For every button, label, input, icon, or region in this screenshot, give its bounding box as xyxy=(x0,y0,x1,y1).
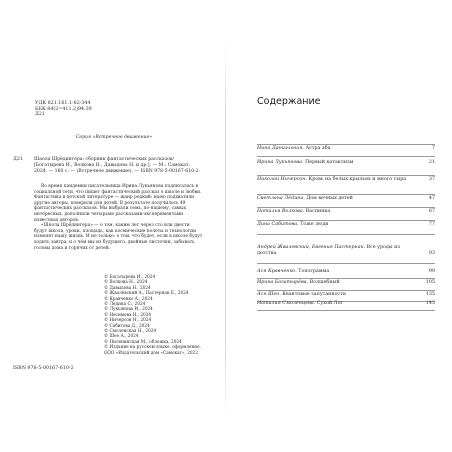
toc-author: Светлана Лёдина. xyxy=(257,196,305,201)
toc-story-title: Сухой Лог xyxy=(316,301,343,306)
toc-author: Ирина Лукьянова. xyxy=(257,160,304,165)
bibliographic-record: Шаола Шрёдингера: сборник фантастических рассказов/ [Богатырева И., Волкова Н., Давыдова Н. и др.]. — М.: Самокат, 2024. — 160 с. — (Встречное движение). — ISBN 978-5-00167-610-2. xyxy=(34,157,200,174)
toc-entry[interactable] xyxy=(257,146,435,152)
toc-story-title: Первый катаклизм xyxy=(305,160,354,165)
toc-author: Наталья Волкова. xyxy=(257,209,305,214)
toc-divider xyxy=(257,263,435,264)
toc-page-number: 99 xyxy=(428,269,435,274)
toc-page-number: 67 xyxy=(428,209,435,214)
toc-entry[interactable] xyxy=(257,245,435,257)
toc-page-number: 21 xyxy=(428,160,435,165)
toc-divider xyxy=(257,220,435,221)
copyright-list xyxy=(104,274,209,355)
bbk-line: ББК 84(2=411.2)94.39 xyxy=(35,106,92,112)
copyright-line: © Издание на русском языке, оформление. xyxy=(104,344,201,350)
isbn: ISBN 978-5-00167-610-2 xyxy=(13,366,74,371)
toc-entry[interactable] xyxy=(257,160,435,166)
toc-story-title: Дом вечных детей xyxy=(306,196,353,201)
toc-author: Николай Ничерсон. xyxy=(257,177,307,182)
toc-page-number: 93 xyxy=(428,251,435,256)
copyright-line: © Давыдова Н., 2024 xyxy=(104,284,151,290)
toc-page-number: 105 xyxy=(425,280,435,285)
annotation-paragraph: Во время пандемии писательница Ирина Лукьянова подписалась в социальной сети, что пишет фантастический рассказ о школе и любви. Фантастика в детской литературе — жанр редкий: идею подхватили другие авторы, поверили для детей. В результате получилось 49 фантастических рассказов. Мы выбрали семь, по-нашему, самых интересных, дополнили четырьмя рассказами-экспериментами известных авторов. xyxy=(34,184,202,223)
toc-author: Ася Кравченко. xyxy=(257,269,297,274)
toc-story-title: Кровь на белых крыльях и много сыра xyxy=(308,177,407,182)
toc-story-title: Тоже люди xyxy=(300,222,329,227)
toc-author: Нина Даниэльная. xyxy=(257,146,304,151)
copyright-line: © Несимова Н., 2024 xyxy=(104,311,152,317)
toc-page-number: 47 xyxy=(428,196,435,201)
toc-divider xyxy=(257,207,435,208)
toc-page-number: 37 xyxy=(428,177,435,182)
annotation-paragraph: «Школа Шрёдингера» — о том, каким лет через сто или двести будут школа, уроки, площадь, как космические полеты и технологии изменят нашу жизнь. И не только: о том, что будет, если в школе будут ходить завтра, и о чём мы из будущего, двойные листочки, забывать головы дома и горячих от детей. xyxy=(34,223,203,251)
toc-page-number: 135 xyxy=(425,292,435,297)
toc-author: Ася Шео. xyxy=(257,292,281,297)
toc-divider xyxy=(257,278,435,279)
toc-divider xyxy=(257,234,435,235)
toc-story-title: Астра аба xyxy=(305,146,331,151)
toc-divider xyxy=(257,290,435,291)
copyright-line: © Ничерсон Н., 2024 xyxy=(104,317,152,323)
toc-author: Андрей Жвалевский, Евгения Пастернак. xyxy=(257,245,365,250)
toc-author: Ирина Богатырёва. xyxy=(257,280,309,285)
udk-line: УДК 821.161.1-82-344 xyxy=(35,101,91,106)
toc-page-number: 77 xyxy=(428,222,435,227)
copyright-line: © Богатырева И., 2024 xyxy=(104,274,156,279)
author-mark: Д21 xyxy=(13,157,24,162)
udk-block xyxy=(35,101,92,118)
copyright-line: © Лукьянова И., 2024 xyxy=(104,306,153,312)
copyright-line: © Смоленская Н., 2024 xyxy=(104,328,157,334)
copyright-line: © Шео А., 2024 xyxy=(104,333,139,339)
series-line: Серия «Встречное движение» xyxy=(75,135,153,140)
toc-title: Содержание xyxy=(257,96,321,107)
toc-story-title: Все уроды из детства xyxy=(257,245,400,256)
toc-divider xyxy=(257,194,435,195)
toc-divider xyxy=(257,144,435,145)
copyright-line: © Кравченко А., 2024 xyxy=(104,295,153,301)
copyright-line: © Жвалевский А., Пастернак Е., 2024 xyxy=(104,290,189,296)
toc-story-title: Квантовые запутанности xyxy=(282,292,347,297)
copyright-line: ООО «Издательский дом «Самокат», 2022 xyxy=(104,349,198,355)
copyright-line: © Сабитова Д., 2024 xyxy=(104,322,150,328)
toc-divider xyxy=(257,310,435,311)
toc-entry[interactable] xyxy=(257,269,435,275)
toc-entry[interactable] xyxy=(257,209,435,215)
toc-entry[interactable] xyxy=(257,222,435,228)
toc-entry[interactable] xyxy=(257,196,435,202)
toc-entry[interactable] xyxy=(257,301,435,307)
toc-story-title: Васпинка xyxy=(305,209,331,214)
toc-entry[interactable] xyxy=(257,280,435,286)
toc-entry[interactable] xyxy=(257,177,435,183)
copyright-line: © Пиленинская М., обложка, 2024 xyxy=(104,338,182,344)
toc-story-title: Топограмма xyxy=(298,269,330,274)
copyright-line: © Волкова Н., 2024 xyxy=(104,279,148,285)
toc-author: Наталия Смоленцева. xyxy=(257,301,316,306)
toc-entry[interactable] xyxy=(257,292,435,298)
toc-divider xyxy=(257,156,435,157)
toc-author: Дина Сабитова. xyxy=(257,222,299,227)
copyright-line: © Ледина С., 2024 xyxy=(104,301,146,307)
toc-divider xyxy=(257,175,435,176)
toc-page-number: 143 xyxy=(425,301,435,306)
annotation xyxy=(34,184,204,251)
toc-page-number: 7 xyxy=(431,146,435,151)
author-mark-line: Д21 xyxy=(35,112,46,118)
toc-story-title: Волшебный xyxy=(309,280,340,285)
